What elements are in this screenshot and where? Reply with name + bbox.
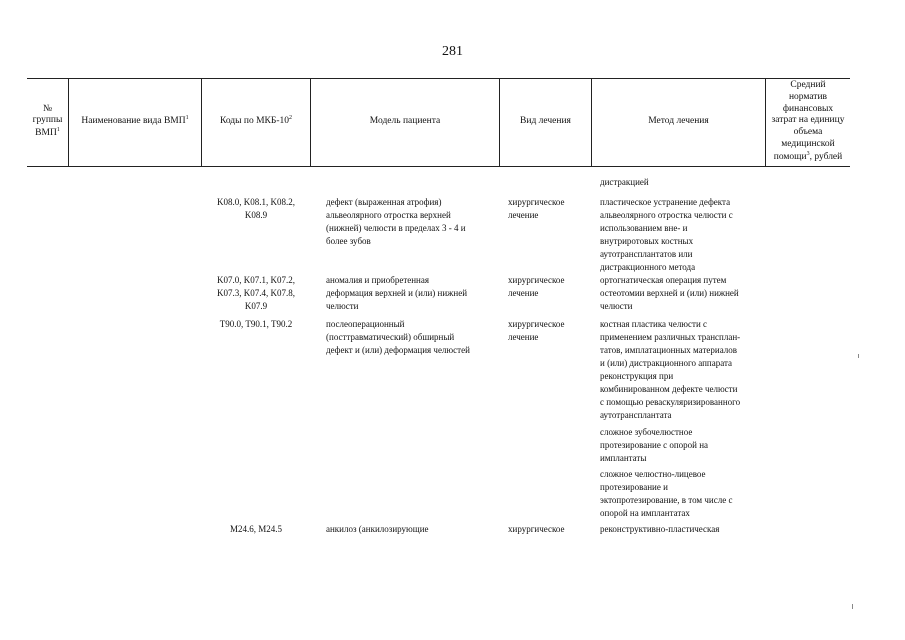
treatment-type-cell: хирургическое лечение: [508, 197, 565, 220]
header-treatment-method: Метод лечения: [648, 116, 709, 127]
treatment-method-cell: реконструктивно-пластическая: [600, 524, 720, 534]
treatment-type-cell: хирургическое лечение: [508, 319, 565, 342]
page-number: 281: [442, 44, 463, 59]
treatment-method-cell: пластическое устранение дефекта альвеолярного отростка челюсти с использованием вне- и внутриротовых костных аутотрансплантатов или дистракционного метода: [600, 197, 733, 272]
header-cost-standard: Средний норматив финансовых затрат на единицу объема медицинской помощи$^3$, рублей: [771, 79, 845, 163]
treatment-method-cell: реконструкция при комбинированном дефекте челюсти с помощью реваскуляризированного аутотрансплантата: [600, 371, 741, 420]
header-bottom-rule: [27, 166, 850, 167]
patient-model-cell: дефект (выраженная атрофия) альвеолярного отростка верхней (нижней) челюсти в пределах 3 - 4 и более зубов: [326, 197, 466, 246]
icd-codes-cell: K08.0, K08.1, K08.2, K08.9: [217, 197, 295, 220]
header-treatment-type: Вид лечения: [520, 116, 571, 127]
scan-speck: [852, 604, 853, 609]
treatment-method-cell: дистракцией: [600, 177, 649, 187]
patient-model-cell: аномалия и приобретенная деформация верхней и (или) нижней челюсти: [326, 275, 468, 311]
treatment-type-cell: хирургическое: [508, 524, 565, 534]
treatment-method-cell: костная пластика челюсти с применением различных трансплан- татов, имплатационных материалов и (или) дистракционного аппарата: [600, 319, 741, 368]
header-icd-codes: Коды по МКБ-$10^2$: [219, 115, 293, 127]
treatment-method-cell: ортогнатическая операция путем остеотомии верхней и (или) нижней челюсти: [600, 275, 739, 311]
patient-model-cell: послеоперационный (посттравматический) обширный дефект и (или) деформация челюстей: [326, 319, 470, 355]
icd-codes-cell: T90.0, T90.1, T90.2: [219, 319, 293, 329]
treatment-method-cell: сложное челюстно-лицевое протезирование и эктопротезирование, в том числе с опорой на имплантатах: [600, 469, 733, 518]
header-vmp-name: Наименование вида ВМП$^1$: [81, 115, 189, 127]
treatment-type-cell: хирургическое лечение: [508, 275, 565, 298]
patient-model-cell: анкилоз (анкилозирующие: [326, 524, 429, 534]
icd-codes-cell: K07.0, K07.1, K07.2, K07.3, K07.4, K07.8, K07.9: [217, 275, 295, 311]
scan-speck: [858, 354, 859, 358]
header-group-number: № группы ВМП$^1$: [32, 103, 63, 139]
icd-codes-cell: M24.6, M24.5: [229, 524, 282, 534]
treatment-method-cell: сложное зубочелюстное протезирование с опорой на имплантаты: [600, 427, 709, 463]
header-patient-model: Модель пациента: [369, 116, 441, 127]
